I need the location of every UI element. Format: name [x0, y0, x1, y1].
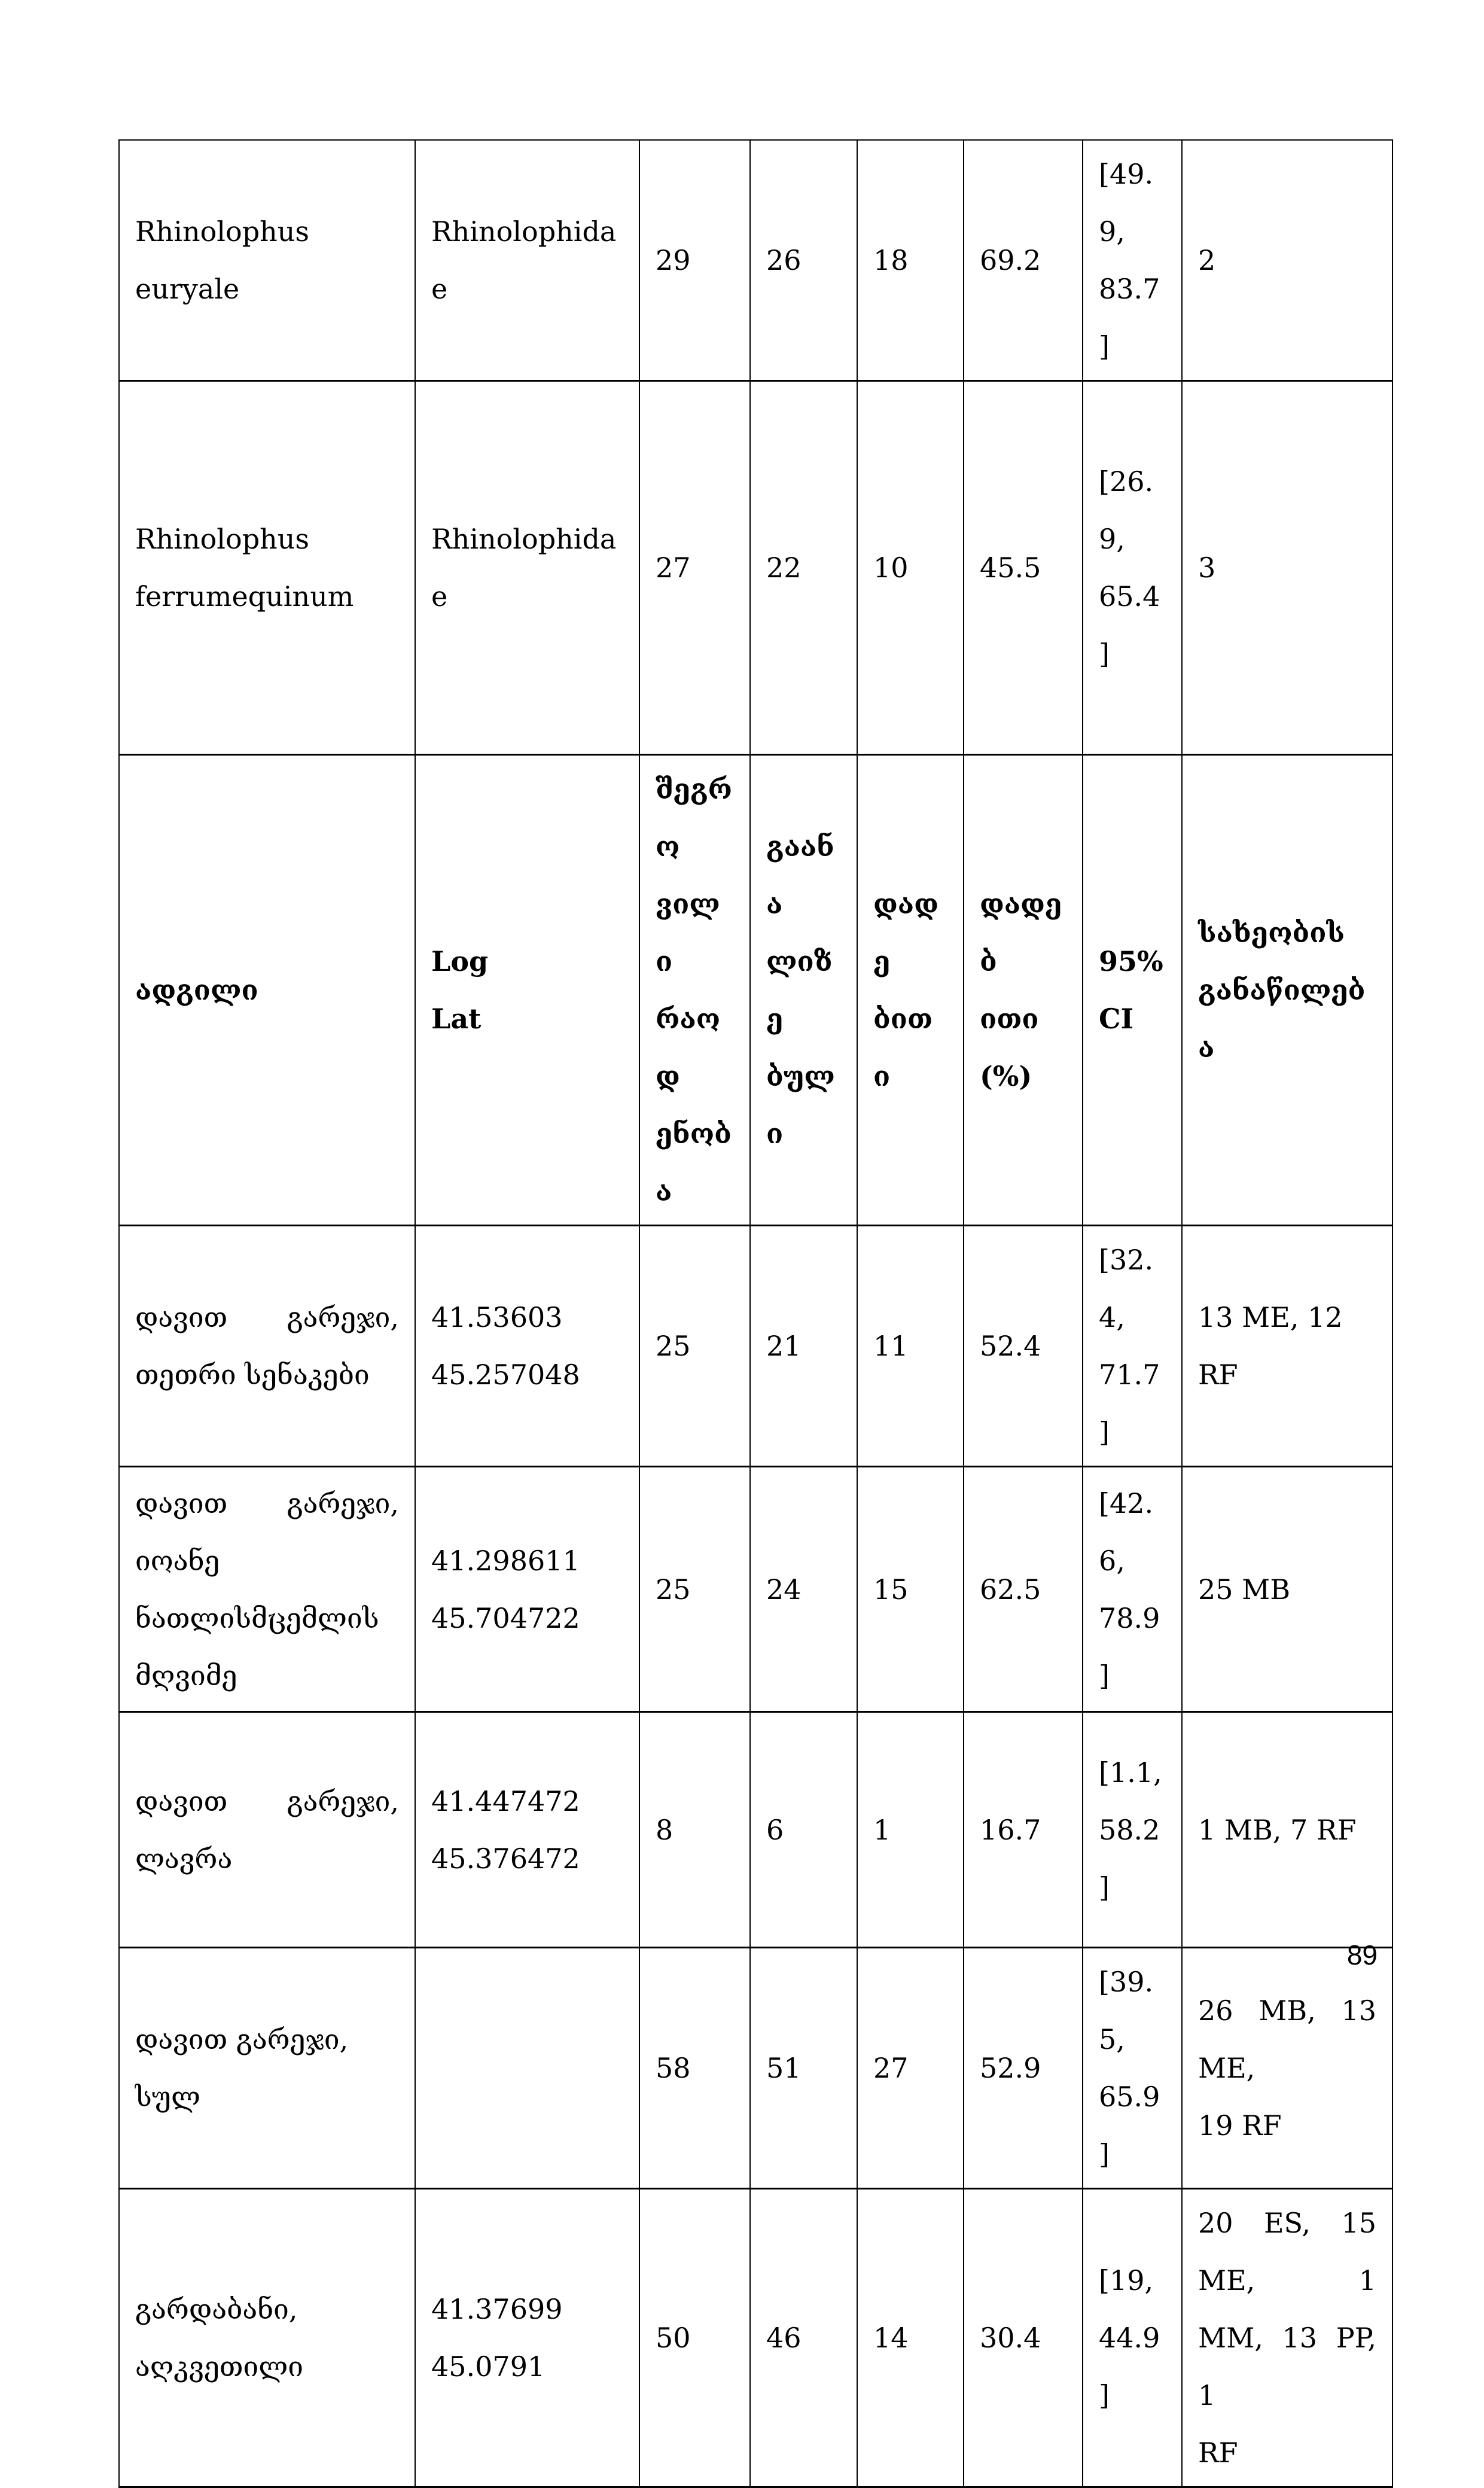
table-row: [119, 1226, 1392, 1467]
cell-line: 11: [873, 1330, 909, 1362]
table-row: [119, 1467, 1392, 1712]
cell-line: 8: [656, 1813, 674, 1846]
cell-line: Lat: [431, 1003, 482, 1035]
table-cell: [750, 2189, 857, 2487]
table-cell: [750, 1712, 857, 1948]
cell-line: ნათლისმცემლის: [135, 1601, 379, 1634]
cell-line: იოანე: [135, 1544, 220, 1577]
table-cell: [1083, 1948, 1182, 2189]
cell-line: 65.4]: [1099, 580, 1160, 670]
table-cell: [1182, 140, 1392, 381]
cell-line: გარდაბანი,: [135, 2293, 298, 2325]
cell-line: 71.7]: [1099, 1359, 1160, 1448]
table-cell: [639, 1712, 750, 1948]
cell-line: 25 MB: [1198, 1573, 1291, 1606]
page-number: 89: [1346, 1939, 1378, 1971]
header-cell: [750, 755, 857, 1226]
cell-line: [42.6,: [1099, 1487, 1154, 1577]
table-cell: [119, 381, 415, 755]
cell-line: 50: [656, 2322, 691, 2354]
cell-line: 69.2: [980, 244, 1041, 276]
cell-line: განაწილება: [1198, 974, 1366, 1064]
table-row: [119, 381, 1392, 755]
table-cell: [639, 2189, 750, 2487]
table-cell: [1083, 381, 1182, 755]
cell-line: 41.53603: [431, 1301, 563, 1333]
table-cell: [964, 2189, 1083, 2487]
cell-line: [19,: [1099, 2264, 1154, 2297]
cell-line: 6: [766, 1813, 784, 1846]
cell-line: 27: [656, 552, 691, 584]
cell-line: 41.37699: [431, 2293, 563, 2325]
cell-line: თეთრი სენაკები: [135, 1359, 370, 1391]
header-cell: [1182, 755, 1392, 1226]
results-table-body: [119, 140, 1392, 2487]
table-row: [119, 755, 1392, 1226]
table-cell: [639, 1948, 750, 2189]
cell-line: 10: [873, 552, 909, 584]
cell-line: 3: [1198, 552, 1216, 584]
table-cell: [1083, 1226, 1182, 1467]
cell-line: 51: [766, 2052, 802, 2084]
table-cell: [964, 381, 1083, 755]
cell-line: 15: [873, 1573, 909, 1606]
table-cell: [119, 140, 415, 381]
cell-line: ferrumequinum: [135, 580, 354, 613]
cell-line: დავით გარეჯი,: [135, 1301, 399, 1333]
header-cell: [415, 755, 639, 1226]
cell-line: 45.704722: [431, 1601, 580, 1634]
cell-line: 58: [656, 2052, 691, 2084]
cell-line: 13 ME, 12 RF: [1198, 1301, 1343, 1391]
cell-line: 65.9]: [1099, 2081, 1160, 2170]
table-cell: [857, 381, 964, 755]
cell-line: 1 MB, 7 RF: [1198, 1813, 1357, 1846]
cell-line: CI: [1099, 1003, 1134, 1035]
cell-line: ითი: [980, 1003, 1039, 1035]
cell-line: დავით გარეჯი,: [135, 1784, 399, 1817]
cell-line: რაოდ: [656, 1003, 721, 1092]
cell-line: 26 MB, 13 ME,: [1198, 1994, 1376, 2084]
cell-line: 29: [656, 244, 691, 276]
table-cell: [964, 1467, 1083, 1712]
cell-line: 19 RF: [1198, 2109, 1282, 2142]
table-cell: [1182, 381, 1392, 755]
header-cell: [857, 755, 964, 1226]
table-cell: [750, 140, 857, 381]
cell-line: Rhinolophus: [135, 523, 310, 555]
cell-line: 41.298611: [431, 1544, 580, 1577]
cell-line: მღვიმე: [135, 1659, 237, 1692]
table-cell: [639, 1467, 750, 1712]
table-cell: [1182, 1467, 1392, 1712]
table-cell: [857, 1226, 964, 1467]
cell-line: 24: [766, 1573, 802, 1606]
cell-line: 30.4: [980, 2322, 1041, 2354]
table-cell: [415, 140, 639, 381]
table-cell: [1182, 1226, 1392, 1467]
table-cell: [119, 1467, 415, 1712]
cell-line: 52.4: [980, 1330, 1041, 1362]
cell-line: 2: [1198, 244, 1216, 276]
cell-line: 16.7: [980, 1813, 1041, 1846]
table-cell: [857, 1712, 964, 1948]
cell-line: ბითი: [873, 1003, 933, 1092]
cell-line: [26.9,: [1099, 465, 1154, 555]
cell-line: 41.447472: [431, 1784, 580, 1817]
table-cell: [750, 1226, 857, 1467]
table-cell: [415, 1948, 639, 2189]
cell-line: RF: [1198, 2437, 1238, 2469]
table-cell: [639, 140, 750, 381]
table-row: [119, 1948, 1392, 2189]
cell-line: ენობა: [656, 1117, 732, 1207]
table-cell: [1182, 2189, 1392, 2487]
results-table: [118, 139, 1393, 2488]
header-cell: [1083, 755, 1182, 1226]
table-cell: [857, 1948, 964, 2189]
table-cell: [1182, 1712, 1392, 1948]
cell-line: ადგილი: [135, 974, 258, 1006]
header-cell: [639, 755, 750, 1226]
cell-line: [32.4,: [1099, 1244, 1154, 1333]
table-cell: [857, 140, 964, 381]
cell-line: ლიზე: [766, 945, 833, 1035]
table-cell: [639, 381, 750, 755]
header-cell: [964, 755, 1083, 1226]
table-cell: [964, 140, 1083, 381]
cell-line: Rhinolophidae: [431, 215, 617, 305]
cell-line: 1: [873, 1813, 891, 1846]
cell-line: (%): [980, 1060, 1032, 1092]
table-cell: [415, 1712, 639, 1948]
header-cell: [119, 755, 415, 1226]
cell-line: MM, 13 PP, 1: [1198, 2322, 1376, 2411]
table-cell: [857, 1467, 964, 1712]
table-cell: [964, 1948, 1083, 2189]
cell-line: 14: [873, 2322, 909, 2354]
table-cell: [1083, 1467, 1182, 1712]
cell-line: 44.9]: [1099, 2322, 1160, 2411]
cell-line: დადებ: [980, 888, 1062, 977]
table-cell: [119, 1948, 415, 2189]
table-cell: [964, 1226, 1083, 1467]
table-cell: [1083, 2189, 1182, 2487]
table-row: [119, 2189, 1392, 2487]
cell-line: დავით გარეჯი,: [135, 1487, 399, 1519]
cell-line: დადე: [873, 888, 938, 977]
cell-line: Rhinolophidae: [431, 523, 617, 613]
table-cell: [119, 1712, 415, 1948]
table-cell: [415, 1226, 639, 1467]
cell-line: ბული: [766, 1060, 835, 1150]
cell-line: 22: [766, 552, 802, 584]
cell-line: Log: [431, 945, 489, 977]
table-cell: [415, 1467, 639, 1712]
cell-line: 95%: [1099, 945, 1163, 977]
cell-line: [1.1,: [1099, 1756, 1162, 1789]
cell-line: ლავრა: [135, 1842, 233, 1875]
cell-line: შეგრო: [656, 773, 733, 863]
table-cell: [415, 381, 639, 755]
table-cell: [750, 1948, 857, 2189]
cell-line: 45.376472: [431, 1842, 580, 1875]
table-cell: [119, 1226, 415, 1467]
cell-line: ვილი: [656, 888, 720, 977]
table-cell: [1083, 140, 1182, 381]
cell-line: 52.9: [980, 2052, 1041, 2084]
cell-line: აღკვეთილი: [135, 2350, 304, 2383]
cell-line: 78.9]: [1099, 1601, 1160, 1692]
table-cell: [119, 2189, 415, 2487]
cell-line: 83.7]: [1099, 273, 1160, 363]
table-row: [119, 1712, 1392, 1948]
cell-line: Rhinolophus euryale: [135, 215, 310, 305]
table-cell: [415, 2189, 639, 2487]
table-cell: [750, 381, 857, 755]
cell-line: 25: [656, 1330, 691, 1362]
table-cell: [1182, 1948, 1392, 2189]
cell-line: 25: [656, 1573, 691, 1606]
cell-line: 26: [766, 244, 802, 276]
table-cell: [750, 1467, 857, 1712]
cell-line: სახეობის: [1198, 916, 1345, 949]
cell-line: დავით გარეჯი, სულ: [135, 2023, 349, 2113]
cell-line: [49.9,: [1099, 158, 1154, 248]
cell-line: 21: [766, 1330, 802, 1362]
table-cell: [964, 1712, 1083, 1948]
table-row: [119, 140, 1392, 381]
cell-line: 62.5: [980, 1573, 1041, 1606]
cell-line: [39.5,: [1099, 1966, 1154, 2055]
cell-line: 46: [766, 2322, 802, 2354]
table-cell: [1083, 1712, 1182, 1948]
cell-line: 45.5: [980, 552, 1041, 584]
cell-line: 45.0791: [431, 2350, 546, 2383]
table-cell: [639, 1226, 750, 1467]
cell-line: 27: [873, 2052, 909, 2084]
cell-line: გაანა: [766, 830, 834, 920]
table-cell: [857, 2189, 964, 2487]
cell-line: 18: [873, 244, 909, 276]
cell-line: 58.2]: [1099, 1813, 1160, 1904]
cell-line: 20 ES, 15 ME, 1: [1198, 2207, 1376, 2297]
cell-line: 45.257048: [431, 1359, 580, 1391]
